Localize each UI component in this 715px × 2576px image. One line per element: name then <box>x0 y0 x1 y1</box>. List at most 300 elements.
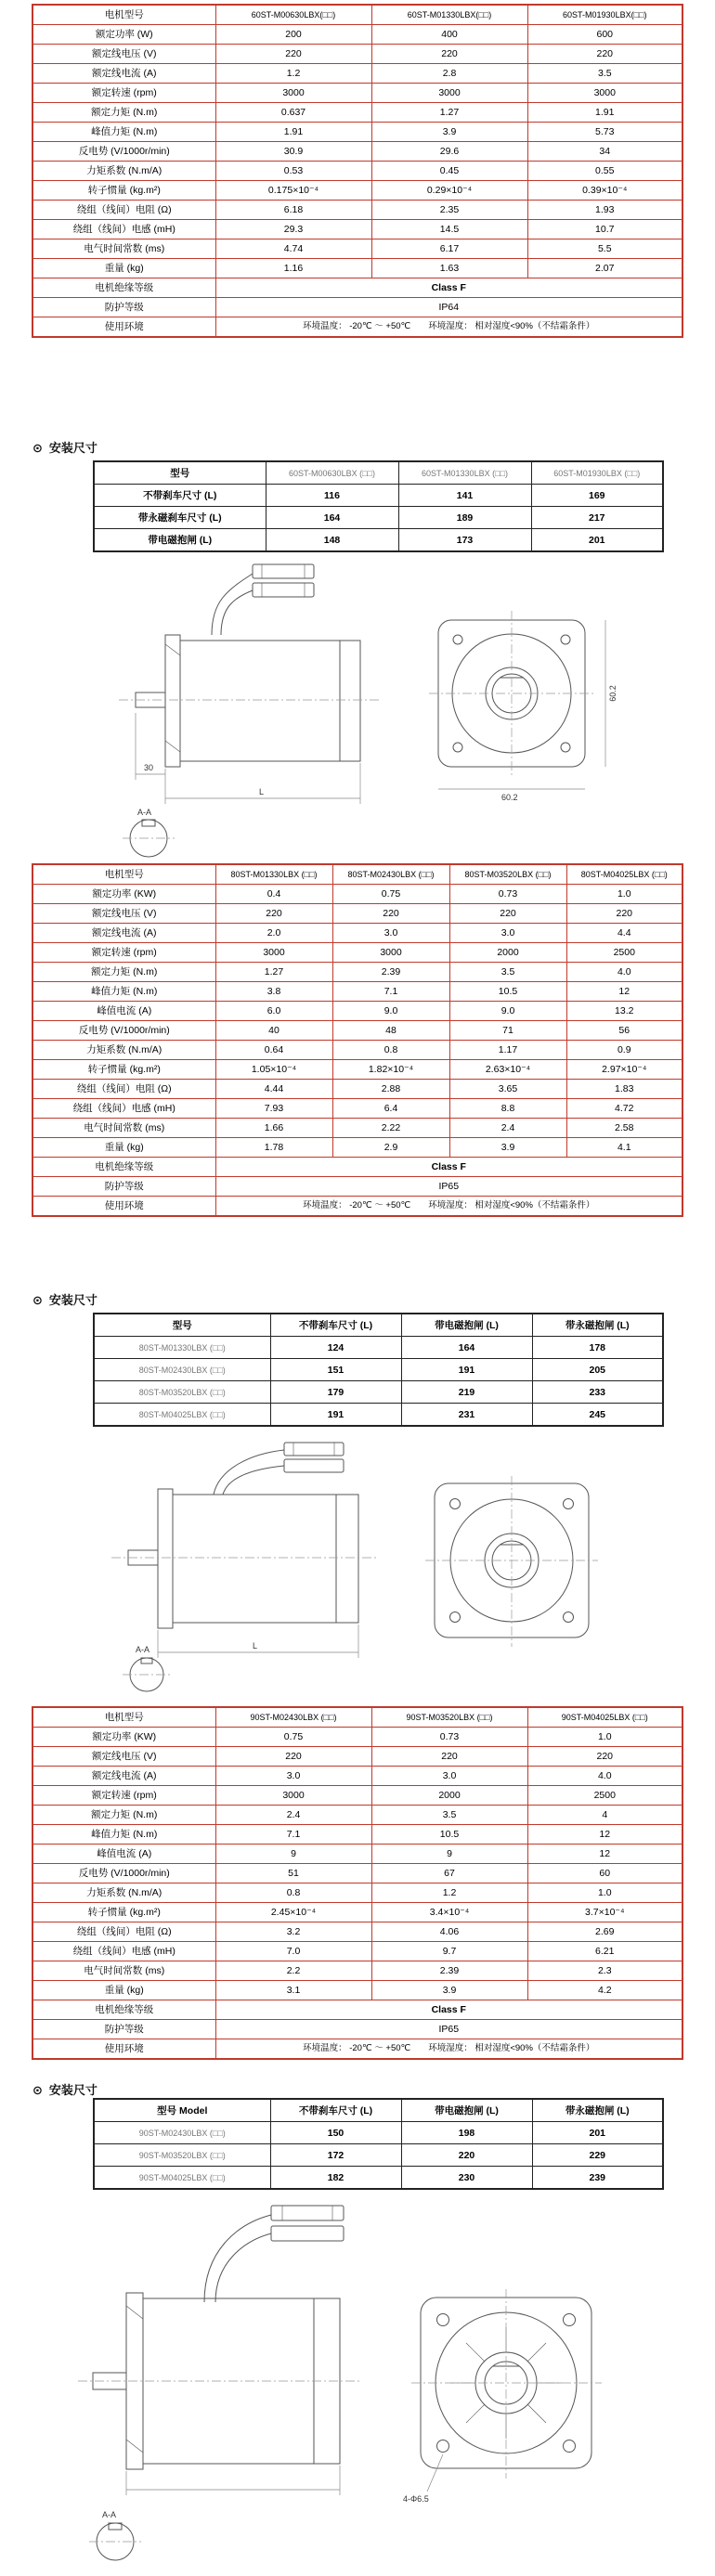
spec-row <box>32 1942 682 1961</box>
section-title-text: 安装尺寸 <box>48 1293 98 1307</box>
model-name: 90ST-M03520LBX (□□) <box>371 1707 527 1728</box>
spec-row-label: 绕组（线间）电感 (mH) <box>32 1942 215 1961</box>
spec-value: 2.0 <box>215 924 332 943</box>
install-value: 179 <box>270 1381 401 1404</box>
spec-value: 2.88 <box>332 1080 449 1099</box>
spec-row <box>32 1041 682 1060</box>
spec-value: 4.1 <box>566 1138 682 1158</box>
spec-value: 2.4 <box>215 1806 371 1825</box>
spec-value: 3000 <box>371 84 527 103</box>
dim-body-length: L <box>259 787 265 796</box>
dim-flange-height: 60.2 <box>608 685 618 702</box>
spec-row <box>32 123 682 142</box>
install-row-label: 90ST-M03520LBX (□□) <box>94 2144 270 2167</box>
spec-value: 3000 <box>215 943 332 963</box>
spec-value: 67 <box>371 1864 527 1883</box>
spec-value: 1.0 <box>527 1883 682 1903</box>
spec-value: 0.75 <box>215 1728 371 1747</box>
spec-value: 0.29×10⁻⁴ <box>371 181 527 201</box>
spec-merged-row <box>32 2000 682 2020</box>
spec-value: 9 <box>215 1845 371 1864</box>
dim-shaft-length: 30 <box>144 763 154 772</box>
spec-row <box>32 885 682 904</box>
spec-row-label: 电机绝缘等级 <box>32 1158 215 1177</box>
motor-drawing-60st-svg <box>56 555 659 861</box>
bolt-hole-callout: 4-Φ6.5 <box>403 2494 429 2504</box>
spec-row-label: 额定力矩 (N.m) <box>32 1806 215 1825</box>
spec-header-row <box>32 5 682 25</box>
spec-value: 3.0 <box>449 924 566 943</box>
spec-value: 1.0 <box>527 1728 682 1747</box>
spec-value: 56 <box>566 1021 682 1041</box>
spec-value: 3.5 <box>527 64 682 84</box>
spec-row-label: 峰值力矩 (N.m) <box>32 982 215 1002</box>
spec-row <box>32 162 682 181</box>
bolt-hole <box>437 2314 449 2326</box>
spec-value: 2500 <box>566 943 682 963</box>
install-row-label: 80ST-M02430LBX (□□) <box>94 1359 270 1381</box>
insulation-value: Class F <box>215 1158 682 1177</box>
spec-value: 12 <box>527 1825 682 1845</box>
install-value: 230 <box>401 2167 532 2190</box>
spec-row-label: 电机绝缘等级 <box>32 278 215 298</box>
cable-connectors <box>204 2206 344 2302</box>
install-value: 116 <box>266 485 398 507</box>
spec-header-label: 电机型号 <box>32 864 215 885</box>
spec-value: 3.4×10⁻⁴ <box>371 1903 527 1922</box>
install-value: 229 <box>532 2144 663 2167</box>
motor-drawing-90st <box>37 2193 669 2569</box>
spec-value: 2.22 <box>332 1119 449 1138</box>
spec-value: 4.0 <box>566 963 682 982</box>
spec-row-label: 额定力矩 (N.m) <box>32 963 215 982</box>
install-value: 217 <box>531 507 663 529</box>
spec-row-label: 额定转速 (rpm) <box>32 1786 215 1806</box>
spec-value: 7.0 <box>215 1942 371 1961</box>
flange-plate <box>158 1489 173 1628</box>
spec-value: 29.3 <box>215 220 371 239</box>
spec-row <box>32 45 682 64</box>
install-row <box>94 507 663 529</box>
install-value: 169 <box>531 485 663 507</box>
spec-row <box>32 1080 682 1099</box>
spec-row-label: 额定线电压 (V) <box>32 1747 215 1767</box>
install-header: 带电磁抱闸 (L) <box>401 1314 532 1337</box>
spec-row-label: 额定线电流 (A) <box>32 924 215 943</box>
spec-row-label: 绕组（线间）电阻 (Ω) <box>32 201 215 220</box>
front-view <box>429 611 618 802</box>
bolt-hole <box>564 2440 576 2453</box>
spec-value: 220 <box>215 1747 371 1767</box>
spec-value: 1.0 <box>566 885 682 904</box>
spec-row <box>32 1747 682 1767</box>
install-value: 182 <box>270 2167 401 2190</box>
spec-row-label: 额定功率 (KW) <box>32 885 215 904</box>
install-value: 220 <box>401 2144 532 2167</box>
spec-row-label: 额定转速 (rpm) <box>32 84 215 103</box>
spec-value: 3.9 <box>371 1981 527 2000</box>
spec-value: 1.78 <box>215 1138 332 1158</box>
motor-drawing-80st <box>56 1435 659 1701</box>
install-section-title-80st <box>32 1290 98 1308</box>
section-bullet-icon: ⊙ <box>32 1293 43 1307</box>
spec-row-label: 额定线电流 (A) <box>32 1767 215 1786</box>
spec-value: 7.93 <box>215 1099 332 1119</box>
spec-value: 2.39 <box>371 1961 527 1981</box>
model-name: 60ST-M01930LBX(□□) <box>527 5 682 25</box>
insulation-value: Class F <box>215 278 682 298</box>
spec-value: 1.16 <box>215 259 371 278</box>
install-row-label: 带永磁刹车尺寸 (L) <box>94 507 266 529</box>
spec-value: 6.17 <box>371 239 527 259</box>
spec-value: 4.2 <box>527 1981 682 2000</box>
spec-value: 600 <box>527 25 682 45</box>
spec-value: 71 <box>449 1021 566 1041</box>
spec-value: 6.21 <box>527 1942 682 1961</box>
install-row-label: 80ST-M01330LBX (□□) <box>94 1337 270 1359</box>
spec-row <box>32 982 682 1002</box>
spec-value: 1.27 <box>371 103 527 123</box>
spec-merged-row <box>32 2039 682 2060</box>
spec-value: 9.0 <box>332 1002 449 1021</box>
motor-drawing-90st-svg <box>37 2193 669 2569</box>
spec-row-label: 重量 (kg) <box>32 1981 215 2000</box>
spec-row <box>32 1138 682 1158</box>
section-aa <box>123 1645 171 1691</box>
spec-row <box>32 259 682 278</box>
model-name: 60ST-M00630LBX(□□) <box>215 5 371 25</box>
model-name: 80ST-M03520LBX (□□) <box>449 864 566 885</box>
install-value: 164 <box>401 1337 532 1359</box>
install-value: 178 <box>532 1337 663 1359</box>
spec-value: 9.0 <box>449 1002 566 1021</box>
spec-row-label: 防护等级 <box>32 1177 215 1197</box>
spec-row-label: 额定功率 (W) <box>32 25 215 45</box>
spec-row <box>32 1864 682 1883</box>
spec-value: 6.18 <box>215 201 371 220</box>
environment-value: 环境温度： -20℃ ～ +50℃ 环境湿度： 相对湿度<90%（不结霜条件） <box>215 2039 682 2060</box>
spec-merged-row <box>32 317 682 338</box>
spec-row-label: 峰值力矩 (N.m) <box>32 1825 215 1845</box>
install-value: 141 <box>398 485 531 507</box>
spec-value: 1.93 <box>527 201 682 220</box>
install-row-label: 不带刹车尺寸 (L) <box>94 485 266 507</box>
section-title-text: 安装尺寸 <box>48 441 98 455</box>
install-row <box>94 1337 663 1359</box>
spec-row <box>32 220 682 239</box>
spec-value: 4.4 <box>566 924 682 943</box>
install-header: 不带刹车尺寸 (L) <box>270 1314 401 1337</box>
install-value: 150 <box>270 2122 401 2144</box>
side-view <box>111 1489 376 1658</box>
section-title-text: 安装尺寸 <box>48 2083 98 2097</box>
spec-value: 13.2 <box>566 1002 682 1021</box>
bolt-hole <box>437 2440 449 2453</box>
bolt-hole <box>561 635 570 644</box>
spec-value: 2.45×10⁻⁴ <box>215 1903 371 1922</box>
install-table-90st <box>93 2098 664 2190</box>
spec-row-label: 转子惯量 (kg.m²) <box>32 1903 215 1922</box>
front-view <box>403 2289 602 2504</box>
model-name: 90ST-M04025LBX (□□) <box>527 1707 682 1728</box>
install-row <box>94 2122 663 2144</box>
spec-row-label: 绕组（线间）电感 (mH) <box>32 220 215 239</box>
spec-value: 220 <box>332 904 449 924</box>
spec-value: 220 <box>566 904 682 924</box>
install-header: 型号 <box>94 1314 270 1337</box>
spec-row <box>32 1961 682 1981</box>
spec-row-label: 绕组（线间）电阻 (Ω) <box>32 1922 215 1942</box>
spec-value: 0.39×10⁻⁴ <box>527 181 682 201</box>
install-value: 173 <box>398 529 531 552</box>
spec-row-label: 峰值电流 (A) <box>32 1845 215 1864</box>
spec-table-80st <box>32 863 683 1217</box>
spec-row <box>32 142 682 162</box>
spec-value: 2000 <box>449 943 566 963</box>
spec-row-label: 额定线电流 (A) <box>32 64 215 84</box>
spec-merged-row <box>32 1158 682 1177</box>
side-view <box>119 635 381 804</box>
install-value: 191 <box>401 1359 532 1381</box>
spec-header-label: 电机型号 <box>32 1707 215 1728</box>
spec-value: 0.8 <box>332 1041 449 1060</box>
install-header: 不带刹车尺寸 (L) <box>270 2099 401 2122</box>
spec-row <box>32 1119 682 1138</box>
install-row <box>94 1404 663 1427</box>
spec-row-label: 力矩系数 (N.m/A) <box>32 1883 215 1903</box>
spec-row-label: 额定线电压 (V) <box>32 45 215 64</box>
spec-value: 40 <box>215 1021 332 1041</box>
spec-value: 9 <box>371 1845 527 1864</box>
spec-row-label: 反电势 (V/1000r/min) <box>32 1864 215 1883</box>
cable-connectors <box>212 564 314 635</box>
spec-row <box>32 1845 682 1864</box>
dim-flange-width: 60.2 <box>501 793 518 802</box>
install-row-label: 80ST-M03520LBX (□□) <box>94 1381 270 1404</box>
spec-row-label: 重量 (kg) <box>32 259 215 278</box>
spec-row <box>32 924 682 943</box>
install-value: 239 <box>532 2167 663 2190</box>
spec-value: 2.35 <box>371 201 527 220</box>
install-header: 60ST-M01330LBX (□□) <box>398 461 531 485</box>
bolt-hole <box>450 1499 461 1509</box>
spec-value: 1.63 <box>371 259 527 278</box>
spec-row <box>32 64 682 84</box>
spec-value: 6.4 <box>332 1099 449 1119</box>
insulation-value: Class F <box>215 2000 682 2020</box>
spec-row <box>32 1981 682 2000</box>
install-section-title-60st <box>32 438 98 456</box>
install-row-label: 90ST-M02430LBX (□□) <box>94 2122 270 2144</box>
spec-value: 0.4 <box>215 885 332 904</box>
spec-row-label: 额定线电压 (V) <box>32 904 215 924</box>
spec-row <box>32 1903 682 1922</box>
spec-value: 4 <box>527 1806 682 1825</box>
spec-value: 1.83 <box>566 1080 682 1099</box>
spec-table-60st <box>32 4 683 338</box>
spec-row-label: 额定力矩 (N.m) <box>32 103 215 123</box>
spec-value: 48 <box>332 1021 449 1041</box>
spec-value: 5.73 <box>527 123 682 142</box>
bolt-hole <box>564 1499 574 1509</box>
spec-value: 220 <box>371 1747 527 1767</box>
dim-body-length: L <box>253 1641 258 1650</box>
install-value: 233 <box>532 1381 663 1404</box>
spec-value: 4.0 <box>527 1767 682 1786</box>
spec-row-label: 力矩系数 (N.m/A) <box>32 162 215 181</box>
spec-value: 3.2 <box>215 1922 371 1942</box>
environment-value: 环境温度： -20℃ ～ +50℃ 环境湿度： 相对湿度<90%（不结霜条件） <box>215 317 682 338</box>
spec-value: 0.73 <box>449 885 566 904</box>
spec-header-row <box>32 864 682 885</box>
install-value: 198 <box>401 2122 532 2144</box>
spec-row <box>32 84 682 103</box>
spec-value: 1.2 <box>215 64 371 84</box>
spec-table-90st <box>32 1706 683 2060</box>
spec-value: 3.0 <box>332 924 449 943</box>
spec-value: 0.175×10⁻⁴ <box>215 181 371 201</box>
spec-value: 3.5 <box>449 963 566 982</box>
environment-value: 环境温度： -20℃ ～ +50℃ 环境湿度： 相对湿度<90%（不结霜条件） <box>215 1197 682 1217</box>
bolt-hole <box>453 635 462 644</box>
motor-body <box>180 641 360 761</box>
spec-value: 4.72 <box>566 1099 682 1119</box>
spec-value: 2.9 <box>332 1138 449 1158</box>
spec-row-label: 使用环境 <box>32 317 215 338</box>
install-value: 189 <box>398 507 531 529</box>
spec-value: 12 <box>527 1845 682 1864</box>
spec-value: 0.75 <box>332 885 449 904</box>
spec-row-label: 峰值电流 (A) <box>32 1002 215 1021</box>
spec-row-label: 防护等级 <box>32 2020 215 2039</box>
install-value: 164 <box>266 507 398 529</box>
spec-row-label: 使用环境 <box>32 2039 215 2060</box>
spec-value: 10.7 <box>527 220 682 239</box>
install-value: 191 <box>270 1404 401 1427</box>
protection-value: IP64 <box>215 298 682 317</box>
protection-value: IP65 <box>215 2020 682 2039</box>
spec-value: 4.74 <box>215 239 371 259</box>
spec-row <box>32 1767 682 1786</box>
install-value: 201 <box>532 2122 663 2144</box>
spec-value: 2.3 <box>527 1961 682 1981</box>
spec-row-label: 额定转速 (rpm) <box>32 943 215 963</box>
install-row-label: 80ST-M04025LBX (□□) <box>94 1404 270 1427</box>
spec-value: 1.91 <box>527 103 682 123</box>
install-value: 245 <box>532 1404 663 1427</box>
install-value: 205 <box>532 1359 663 1381</box>
spec-row <box>32 1002 682 1021</box>
spec-value: 1.91 <box>215 123 371 142</box>
install-value: 151 <box>270 1359 401 1381</box>
bolt-hole <box>450 1612 461 1623</box>
cable-connectors <box>214 1443 344 1495</box>
spec-value: 0.9 <box>566 1041 682 1060</box>
spec-value: 8.8 <box>449 1099 566 1119</box>
spec-row <box>32 239 682 259</box>
spec-row-label: 电气时间常数 (ms) <box>32 1119 215 1138</box>
motor-drawing-80st-svg <box>56 1435 659 1701</box>
install-value: 219 <box>401 1381 532 1404</box>
spec-value: 0.53 <box>215 162 371 181</box>
bolt-hole <box>561 743 570 752</box>
install-row <box>94 529 663 552</box>
model-name: 80ST-M04025LBX (□□) <box>566 864 682 885</box>
side-view <box>78 2293 360 2495</box>
spec-value: 2.39 <box>332 963 449 982</box>
spec-value: 2000 <box>371 1786 527 1806</box>
spec-value: 3000 <box>527 84 682 103</box>
spec-value: 29.6 <box>371 142 527 162</box>
install-row <box>94 485 663 507</box>
spec-row-label: 绕组（线间）电阻 (Ω) <box>32 1080 215 1099</box>
spec-merged-row <box>32 2020 682 2039</box>
spec-row-label: 电气时间常数 (ms) <box>32 239 215 259</box>
spec-value: 10.5 <box>371 1825 527 1845</box>
spec-value: 3.5 <box>371 1806 527 1825</box>
model-name: 90ST-M02430LBX (□□) <box>215 1707 371 1728</box>
spec-row-label: 反电势 (V/1000r/min) <box>32 142 215 162</box>
spec-row <box>32 1786 682 1806</box>
spec-value: 3.8 <box>215 982 332 1002</box>
spec-value: 1.17 <box>449 1041 566 1060</box>
bolt-hole <box>564 2314 576 2326</box>
install-row-label: 带电磁抱闸 (L) <box>94 529 266 552</box>
install-header-row <box>94 1314 663 1337</box>
spec-value: 1.27 <box>215 963 332 982</box>
spec-row <box>32 904 682 924</box>
spec-row <box>32 1060 682 1080</box>
install-header: 带电磁抱闸 (L) <box>401 2099 532 2122</box>
install-value: 172 <box>270 2144 401 2167</box>
spec-value: 0.637 <box>215 103 371 123</box>
install-header: 60ST-M00630LBX (□□) <box>266 461 398 485</box>
spec-merged-row <box>32 1197 682 1217</box>
spec-row-label: 转子惯量 (kg.m²) <box>32 1060 215 1080</box>
spec-value: 2.07 <box>527 259 682 278</box>
spec-value: 3000 <box>332 943 449 963</box>
spec-value: 3.7×10⁻⁴ <box>527 1903 682 1922</box>
section-aa-label: A-A <box>136 1645 150 1654</box>
spec-value: 5.5 <box>527 239 682 259</box>
install-header: 带永磁抱闸 (L) <box>532 1314 663 1337</box>
spec-row <box>32 1922 682 1942</box>
spec-value: 10.5 <box>449 982 566 1002</box>
spec-value: 4.06 <box>371 1922 527 1942</box>
spec-value: 60 <box>527 1864 682 1883</box>
spec-value: 0.73 <box>371 1728 527 1747</box>
spec-value: 3.9 <box>371 123 527 142</box>
install-header-row <box>94 461 663 485</box>
spec-row-label: 力矩系数 (N.m/A) <box>32 1041 215 1060</box>
spec-value: 0.55 <box>527 162 682 181</box>
install-row <box>94 2167 663 2190</box>
install-table-80st <box>93 1313 664 1427</box>
spec-value: 2.8 <box>371 64 527 84</box>
install-row <box>94 1359 663 1381</box>
spec-row-label: 防护等级 <box>32 298 215 317</box>
spec-value: 30.9 <box>215 142 371 162</box>
spec-value: 34 <box>527 142 682 162</box>
install-value: 231 <box>401 1404 532 1427</box>
bolt-hole <box>564 1612 574 1623</box>
spec-value: 51 <box>215 1864 371 1883</box>
install-header: 带永磁抱闸 (L) <box>532 2099 663 2122</box>
spec-value: 2.4 <box>449 1119 566 1138</box>
spec-row <box>32 1883 682 1903</box>
spec-value: 14.5 <box>371 220 527 239</box>
spec-value: 220 <box>527 1747 682 1767</box>
